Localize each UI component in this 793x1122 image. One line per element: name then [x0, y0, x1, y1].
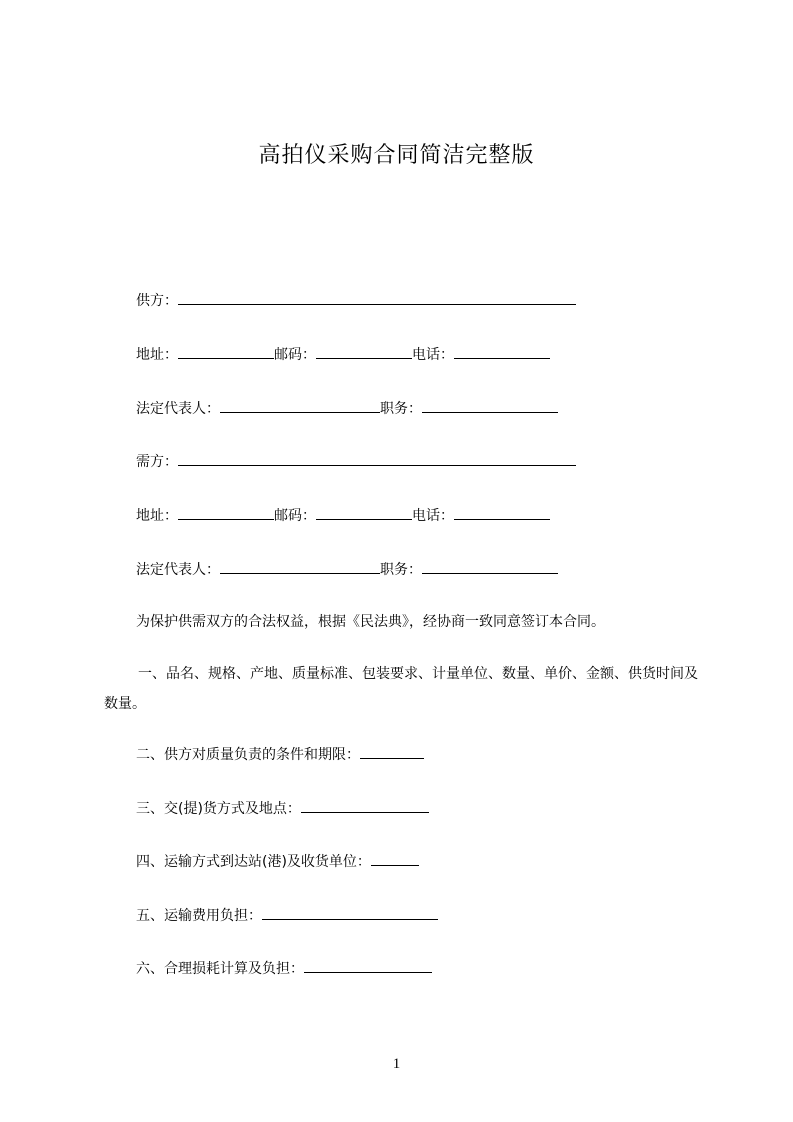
clause-3-line [136, 798, 429, 819]
buyer-postcode-blank[interactable] [316, 505, 412, 520]
clause-5-label: 五、运输费用负担： [136, 908, 262, 924]
supplier-position-blank[interactable] [422, 398, 558, 413]
clause-4-blank[interactable] [371, 851, 419, 866]
buyer-contact-line [136, 505, 550, 526]
buyer-position-label: 职务： [380, 562, 422, 578]
clause-5-blank[interactable] [262, 905, 438, 920]
buyer-rep-label: 法定代表人： [136, 562, 220, 578]
clause-2-label: 二、供方对质量负责的条件和期限： [136, 747, 360, 763]
clause-1: 一、品名、规格、产地、质量标准、包装要求、计量单位、数量、单价、金额、供货时间及数量。 [104, 666, 698, 712]
clause-6-label: 六、合理损耗计算及负担： [136, 961, 304, 977]
buyer-address-blank[interactable] [178, 505, 274, 520]
buyer-rep-blank[interactable] [220, 559, 380, 574]
buyer-line [136, 451, 576, 472]
intro-paragraph: 为保护供需双方的合法权益，根据《民法典》，经协商一致同意签订本合同。 [136, 614, 605, 630]
clause-2-blank[interactable] [360, 744, 424, 759]
buyer-phone-label: 电话： [412, 508, 454, 524]
buyer-postcode-label: 邮码： [274, 508, 316, 524]
supplier-line [136, 290, 576, 311]
buyer-position-blank[interactable] [422, 559, 558, 574]
clause-4-line [136, 851, 419, 872]
supplier-position-label: 职务： [380, 401, 422, 417]
buyer-label: 需方： [136, 454, 178, 470]
buyer-name-blank[interactable] [178, 451, 576, 466]
clause-5-line [136, 905, 438, 926]
clause-6-line [136, 958, 432, 979]
clause-6-blank[interactable] [304, 958, 432, 973]
clause-3-label: 三、交(提)货方式及地点： [136, 801, 301, 817]
supplier-address-label: 地址： [136, 347, 178, 363]
document-title: 高拍仪采购合同简洁完整版 [258, 143, 535, 168]
buyer-rep-line [136, 559, 558, 580]
supplier-rep-label: 法定代表人： [136, 401, 220, 417]
supplier-rep-blank[interactable] [220, 398, 380, 413]
clause-3-blank[interactable] [301, 798, 429, 813]
supplier-contact-line [136, 344, 550, 365]
buyer-phone-blank[interactable] [454, 505, 550, 520]
supplier-phone-blank[interactable] [454, 344, 550, 359]
supplier-label: 供方： [136, 293, 178, 309]
supplier-rep-line [136, 398, 558, 419]
page-number: 1 [392, 1056, 401, 1072]
clause-4-label: 四、运输方式到达站(港)及收货单位： [136, 854, 371, 870]
supplier-name-blank[interactable] [178, 290, 576, 305]
supplier-postcode-label: 邮码： [274, 347, 316, 363]
supplier-address-blank[interactable] [178, 344, 274, 359]
clause-2-line [136, 744, 424, 765]
supplier-phone-label: 电话： [412, 347, 454, 363]
buyer-address-label: 地址： [136, 508, 178, 524]
supplier-postcode-blank[interactable] [316, 344, 412, 359]
